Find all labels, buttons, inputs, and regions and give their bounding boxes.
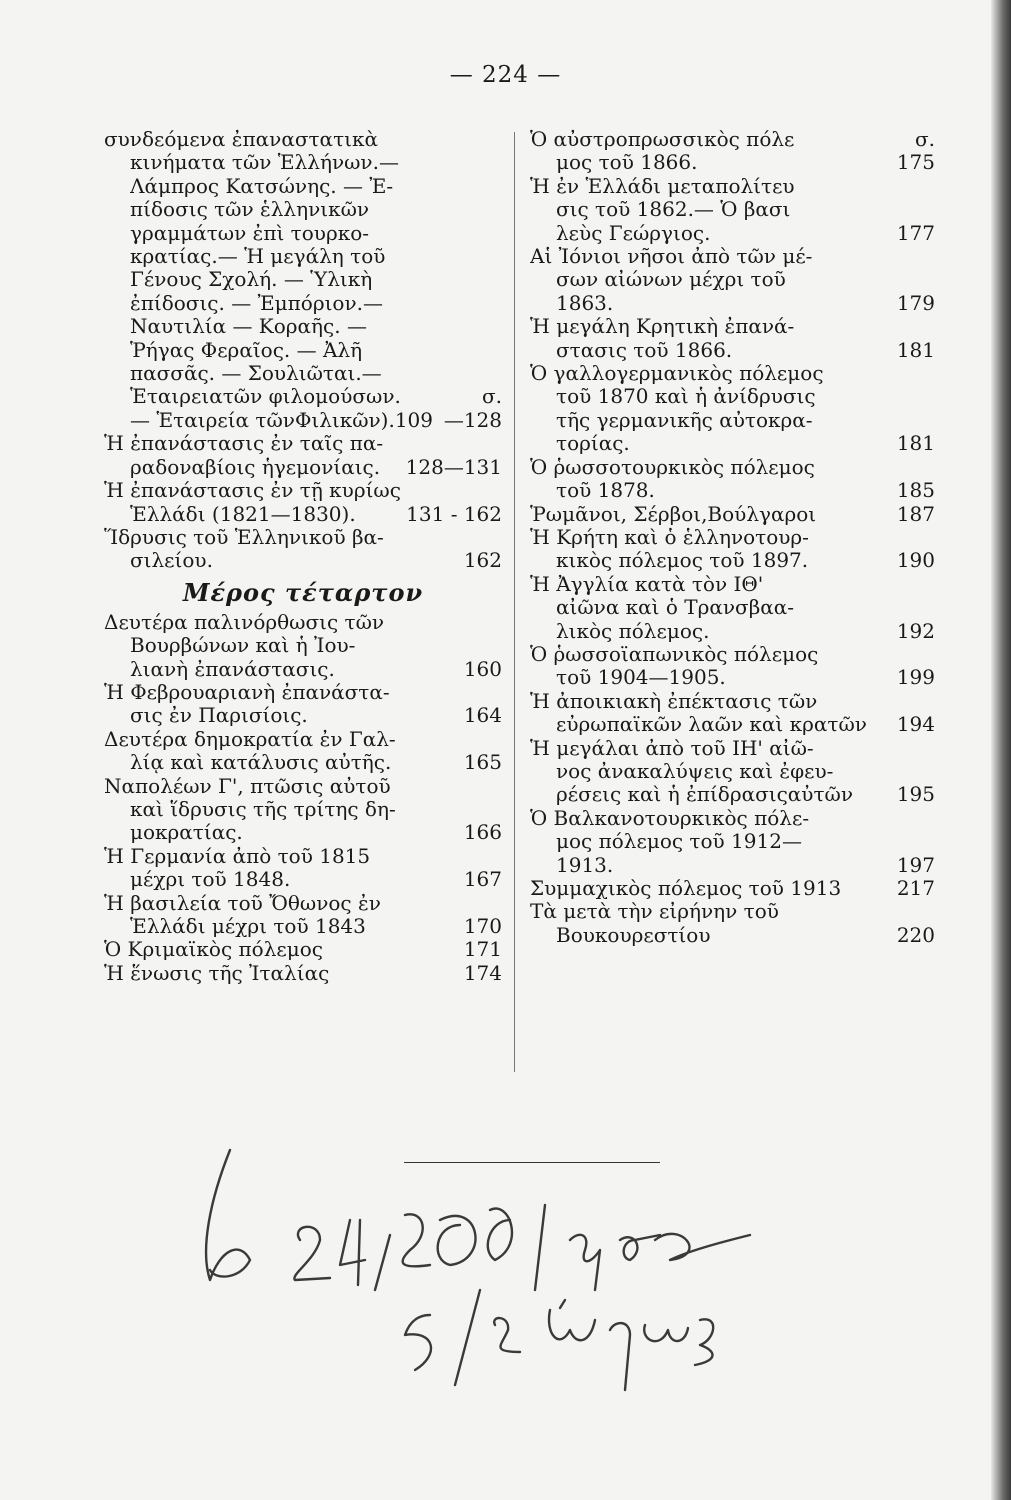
toc-page-number: 181 bbox=[896, 431, 935, 456]
toc-line-text: Ἡ Κρήτη καὶ ὁ ἑλληνοτουρ- bbox=[530, 525, 809, 549]
toc-line bbox=[530, 456, 935, 479]
toc-line bbox=[104, 128, 502, 151]
toc-line bbox=[530, 409, 935, 432]
toc-line bbox=[104, 775, 502, 798]
toc-right-column bbox=[530, 128, 935, 947]
toc-entry bbox=[104, 728, 502, 775]
toc-line bbox=[530, 807, 935, 830]
toc-page-number: 131 - 162 bbox=[406, 501, 502, 526]
toc-line-text: εὐρωπαϊκῶν λαῶν καὶ κρατῶν bbox=[556, 713, 867, 737]
toc-line-text: σων αἰώνων μέχρι τοῦ bbox=[556, 268, 786, 292]
toc-page-number: 166 bbox=[463, 820, 502, 845]
toc-line bbox=[530, 690, 935, 713]
toc-line bbox=[530, 175, 935, 198]
toc-page-number: 174 bbox=[463, 960, 502, 985]
page-number: — 224 — bbox=[449, 62, 562, 88]
toc-page-number: 192 bbox=[896, 618, 935, 643]
toc-page-number: 195 bbox=[896, 782, 935, 807]
toc-line bbox=[530, 924, 935, 947]
toc-line bbox=[530, 549, 935, 572]
toc-line-text: Ἡ μεγάλαι ἀπὸ τοῦ ΙΗ' αἰῶ- bbox=[530, 736, 814, 760]
toc-line bbox=[104, 385, 502, 408]
toc-line bbox=[104, 962, 502, 985]
toc-page-number: —128 bbox=[443, 407, 502, 432]
toc-line-text: καὶ ἵδρυσις τῆς τρίτης δη- bbox=[130, 797, 396, 821]
toc-line-text: Ῥήγας Φεραῖος. — Ἀλῆ bbox=[130, 338, 363, 362]
toc-line bbox=[104, 175, 502, 198]
toc-line-text: Ἵδρυσις τοῦ Ἑλληνικοῦ βα- bbox=[104, 525, 384, 549]
toc-page-number: 171 bbox=[463, 937, 502, 962]
toc-line bbox=[530, 198, 935, 221]
toc-line-text: Ἡ μεγάλη Κρητικὴ ἐπανά- bbox=[530, 315, 795, 339]
toc-page-number: 199 bbox=[896, 665, 935, 690]
toc-line-text: πασσᾶς. — Σουλιῶται.— bbox=[130, 362, 382, 386]
toc-page-number: σ. bbox=[481, 384, 502, 409]
toc-line bbox=[530, 666, 935, 689]
toc-line-text: Ἡ Ἀγγλία κατὰ τὸν ΙΘ' bbox=[530, 572, 764, 596]
toc-line bbox=[104, 681, 502, 704]
toc-line bbox=[530, 900, 935, 923]
toc-line-text: Ναπολέων Γ', πτῶσις αὐτοῦ bbox=[104, 774, 391, 798]
toc-line bbox=[104, 268, 502, 291]
toc-line-text: ραδοναβίοις ἡγεμονίαις. bbox=[130, 455, 381, 479]
toc-entry bbox=[104, 962, 502, 985]
toc-entry bbox=[104, 845, 502, 892]
toc-page-number: 217 bbox=[896, 876, 935, 900]
toc-entry bbox=[530, 900, 935, 947]
toc-line-text: λικὸς πόλεμος. bbox=[556, 619, 710, 643]
toc-page-number: 128—131 bbox=[405, 454, 502, 479]
toc-line-text: Ὁ ῥωσσοϊαπωνικὸς πόλεμος bbox=[530, 642, 819, 666]
toc-line-text: λεὺς Γεώργιος. bbox=[556, 221, 711, 245]
toc-line bbox=[104, 339, 502, 362]
toc-line-text: Ῥωμᾶνοι, Σέρβοι,Βούλγαροι bbox=[530, 502, 817, 526]
toc-line-text: τῆς γερμανικῆς αὐτοκρα- bbox=[556, 408, 813, 432]
toc-line bbox=[530, 573, 935, 596]
toc-line-text: συνδεόμενα ἐπαναστατικὰ bbox=[104, 128, 378, 151]
toc-left-column bbox=[104, 128, 502, 985]
toc-entry bbox=[104, 775, 502, 845]
toc-line bbox=[530, 854, 935, 877]
toc-line bbox=[104, 151, 502, 174]
toc-line-text: πίδοσις τῶν ἑλληνικῶν bbox=[130, 198, 370, 222]
toc-page-number: σ. bbox=[914, 127, 935, 151]
toc-line bbox=[104, 526, 502, 549]
toc-page-number: 164 bbox=[463, 703, 502, 728]
toc-line bbox=[104, 634, 502, 657]
toc-entry bbox=[530, 456, 935, 503]
toc-line-text: τορίας. bbox=[556, 432, 630, 456]
toc-page-number: 181 bbox=[896, 337, 935, 362]
toc-line-text: Ναυτιλία — Κοραῆς. — bbox=[130, 315, 367, 339]
toc-page-number: 162 bbox=[463, 548, 502, 573]
toc-entry bbox=[104, 526, 502, 573]
toc-line bbox=[530, 737, 935, 760]
toc-line-text: μος τοῦ 1866. bbox=[556, 151, 698, 175]
toc-line-text: Ἡ βασιλεία τοῦ Ὄθωνος ἐν bbox=[104, 891, 381, 915]
toc-line-text: Ἑλλάδι (1821—1830). bbox=[130, 502, 356, 526]
toc-line bbox=[104, 479, 502, 502]
toc-line-text: Ὁ αὐστροπρωσσικὸς πόλε bbox=[530, 128, 795, 151]
toc-line-text: σις ἐν Παρισίοις. bbox=[130, 704, 308, 728]
toc-line bbox=[530, 760, 935, 783]
toc-line bbox=[104, 821, 502, 844]
toc-line bbox=[104, 915, 502, 938]
toc-page-number: 160 bbox=[463, 656, 502, 681]
toc-line-text: γραμμάτων ἐπὶ τουρκο- bbox=[130, 221, 370, 245]
toc-page-number: 179 bbox=[896, 290, 935, 315]
toc-line bbox=[104, 658, 502, 681]
toc-line-text: στασις τοῦ 1866. bbox=[556, 338, 733, 362]
toc-entry bbox=[104, 681, 502, 728]
toc-line-text: Συμμαχικὸς πόλεμος τοῦ 1913 bbox=[530, 877, 842, 900]
toc-line bbox=[104, 728, 502, 751]
toc-entry bbox=[530, 690, 935, 737]
toc-line-text: κρατίας.— Ἡ μεγάλη τοῦ bbox=[130, 245, 386, 269]
toc-page-number: 167 bbox=[463, 867, 502, 892]
toc-line-text: Ἡ Φεβρουαριανὴ ἐπανάστα- bbox=[104, 680, 390, 704]
toc-line-text: τοῦ 1904—1905. bbox=[556, 666, 726, 690]
handwritten-note bbox=[190, 1140, 790, 1440]
toc-line-text: Ἑλλάδι μέχρι τοῦ 1843 bbox=[130, 915, 366, 938]
toc-line-text: Ἡ ἐν Ἑλλάδι μεταπολίτευ bbox=[530, 174, 795, 198]
toc-line-text: Ὁ Βαλκανοτουρκικὸς πόλε- bbox=[530, 806, 810, 830]
toc-page-number: 197 bbox=[896, 852, 935, 877]
toc-line-text: σιλείου. bbox=[130, 549, 213, 573]
toc-line bbox=[104, 409, 502, 432]
toc-line-text: Βουκουρεστίου bbox=[556, 923, 711, 947]
toc-page-number: 190 bbox=[896, 548, 935, 573]
toc-entry bbox=[104, 128, 502, 432]
toc-line bbox=[104, 456, 502, 479]
toc-line bbox=[104, 751, 502, 774]
toc-line-text: Δευτέρα δημοκρατία ἐν Γαλ- bbox=[104, 727, 396, 751]
toc-line-text: Ὁ ῥωσσοτουρκικὸς πόλεμος bbox=[530, 455, 815, 479]
toc-line-text: Γένους Σχολή. — Ὑλικὴ bbox=[130, 268, 373, 292]
toc-line-text: 1863. bbox=[556, 291, 614, 315]
toc-line bbox=[530, 783, 935, 806]
toc-entry bbox=[530, 128, 935, 175]
toc-line-text: Δευτέρα παλινόρθωσις τῶν bbox=[104, 610, 385, 634]
toc-line-text: κινήματα τῶν Ἑλλήνων.— bbox=[130, 151, 399, 175]
toc-line bbox=[104, 892, 502, 915]
toc-line-text: λιανὴ ἐπανάστασις. bbox=[130, 657, 335, 681]
toc-entry bbox=[104, 432, 502, 479]
toc-line bbox=[104, 503, 502, 526]
toc-line-text: Βουρβώνων καὶ ἡ Ἰου- bbox=[130, 634, 356, 658]
toc-line-text: Ἡ ἐπανάστασις ἐν τῇ κυρίως bbox=[104, 479, 401, 503]
toc-line-text: κικὸς πόλεμος τοῦ 1897. bbox=[556, 549, 809, 573]
toc-line-text: Ὁ γαλλογερμανικὸς πόλεμος bbox=[530, 362, 824, 386]
toc-entry bbox=[530, 245, 935, 315]
toc-line bbox=[530, 713, 935, 736]
toc-page-number: 170 bbox=[463, 914, 502, 938]
toc-page-number: 185 bbox=[896, 478, 935, 503]
toc-page-number: 187 bbox=[896, 501, 935, 526]
toc-entry bbox=[104, 479, 502, 526]
toc-line-text: μος πόλεμος τοῦ 1912— bbox=[556, 830, 802, 854]
toc-line-text: Ἑταιρειατῶν φιλομούσων. bbox=[130, 385, 401, 409]
toc-line bbox=[530, 151, 935, 174]
toc-line-text: μοκρατίας. bbox=[130, 821, 243, 845]
toc-line bbox=[530, 385, 935, 408]
toc-line-text: μέχρι τοῦ 1848. bbox=[130, 868, 291, 892]
toc-page-number: 194 bbox=[896, 712, 935, 737]
toc-line bbox=[530, 643, 935, 666]
toc-line bbox=[530, 222, 935, 245]
toc-line-text: ἐπίδοσις. — Ἐμπόριον.— bbox=[130, 291, 383, 315]
toc-line bbox=[104, 798, 502, 821]
toc-entry bbox=[530, 643, 935, 690]
toc-line-text: Ἡ ἀποικιακὴ ἐπέκτασις τῶν bbox=[530, 689, 818, 713]
section-heading: Μέρος τέταρτον bbox=[182, 577, 424, 607]
toc-line bbox=[104, 938, 502, 961]
toc-line-text: τοῦ 1878. bbox=[556, 479, 655, 503]
toc-line bbox=[104, 198, 502, 221]
toc-line bbox=[530, 339, 935, 362]
toc-line bbox=[104, 362, 502, 385]
toc-entry bbox=[530, 807, 935, 877]
toc-line-text: αἰῶνα καὶ ὁ Τρανσβαα- bbox=[556, 596, 795, 620]
toc-line-text: Λάμπρος Κατσώνης. — Ἐ- bbox=[130, 174, 394, 198]
toc-line bbox=[104, 222, 502, 245]
toc-line bbox=[530, 596, 935, 619]
toc-entry bbox=[530, 877, 935, 900]
toc-line bbox=[530, 877, 935, 900]
toc-line-text: Αἱ Ἰόνιοι νῆσοι ἀπὸ τῶν μέ- bbox=[530, 245, 813, 269]
toc-entry bbox=[530, 503, 935, 526]
toc-entry bbox=[104, 611, 502, 681]
toc-page-number: 175 bbox=[896, 150, 935, 175]
toc-line-text: 1913. bbox=[556, 853, 614, 877]
toc-line bbox=[104, 611, 502, 634]
toc-page-number: 177 bbox=[896, 220, 935, 245]
toc-line bbox=[530, 128, 935, 151]
toc-entry bbox=[104, 892, 502, 939]
toc-line-text: λίᾳ καὶ κατάλυσις αὐτῆς. bbox=[130, 751, 392, 775]
toc-line bbox=[530, 503, 935, 526]
toc-line-text: νος ἀνακαλύψεις καὶ ἐφευ- bbox=[556, 759, 834, 783]
toc-entry bbox=[530, 362, 935, 456]
toc-entry bbox=[530, 315, 935, 362]
toc-line bbox=[104, 292, 502, 315]
toc-entry bbox=[530, 737, 935, 807]
toc-line bbox=[530, 315, 935, 338]
toc-entry bbox=[530, 175, 935, 245]
toc-line bbox=[530, 292, 935, 315]
toc-line-text: Ἡ ἕνωσις τῆς Ἰταλίας bbox=[104, 961, 330, 985]
toc-line bbox=[104, 868, 502, 891]
toc-line bbox=[104, 432, 502, 455]
toc-line bbox=[104, 549, 502, 572]
toc-line bbox=[530, 432, 935, 455]
toc-line bbox=[530, 830, 935, 853]
page-binding-edge bbox=[991, 0, 1011, 1500]
toc-entry bbox=[530, 573, 935, 643]
toc-line-text: τοῦ 1870 καὶ ἡ ἀνίδρυσις bbox=[556, 385, 816, 409]
toc-line-text: σις τοῦ 1862.— Ὁ βασι bbox=[556, 198, 791, 222]
toc-line bbox=[104, 704, 502, 727]
toc-line-text: — Ἑταιρεία τῶνΦιλικῶν).109 bbox=[130, 408, 434, 432]
toc-line bbox=[530, 479, 935, 502]
toc-page-number: 220 bbox=[896, 922, 935, 947]
toc-line-text: Τὰ μετὰ τὴν εἰρήνην τοῦ bbox=[530, 900, 779, 924]
toc-line bbox=[530, 362, 935, 385]
toc-line-text: Ὁ Κριμαϊκὸς πόλεμος bbox=[104, 938, 323, 962]
toc-line-text: Ἡ Γερμανία ἀπὸ τοῦ 1815 bbox=[104, 844, 371, 868]
toc-line bbox=[530, 620, 935, 643]
toc-line-text: ρέσεις καὶ ἡ ἐπίδρασιςαὐτῶν bbox=[556, 783, 853, 807]
toc-line bbox=[530, 526, 935, 549]
toc-line bbox=[530, 268, 935, 291]
toc-line bbox=[104, 315, 502, 338]
toc-line bbox=[530, 245, 935, 268]
toc-line bbox=[104, 845, 502, 868]
toc-page-number: 165 bbox=[463, 750, 502, 775]
column-divider bbox=[514, 132, 515, 1072]
toc-line-text: Ἡ ἐπανάστασις ἐν ταῖς πα- bbox=[104, 432, 384, 456]
toc-line bbox=[104, 245, 502, 268]
toc-entry bbox=[530, 526, 935, 573]
toc-entry bbox=[104, 938, 502, 961]
